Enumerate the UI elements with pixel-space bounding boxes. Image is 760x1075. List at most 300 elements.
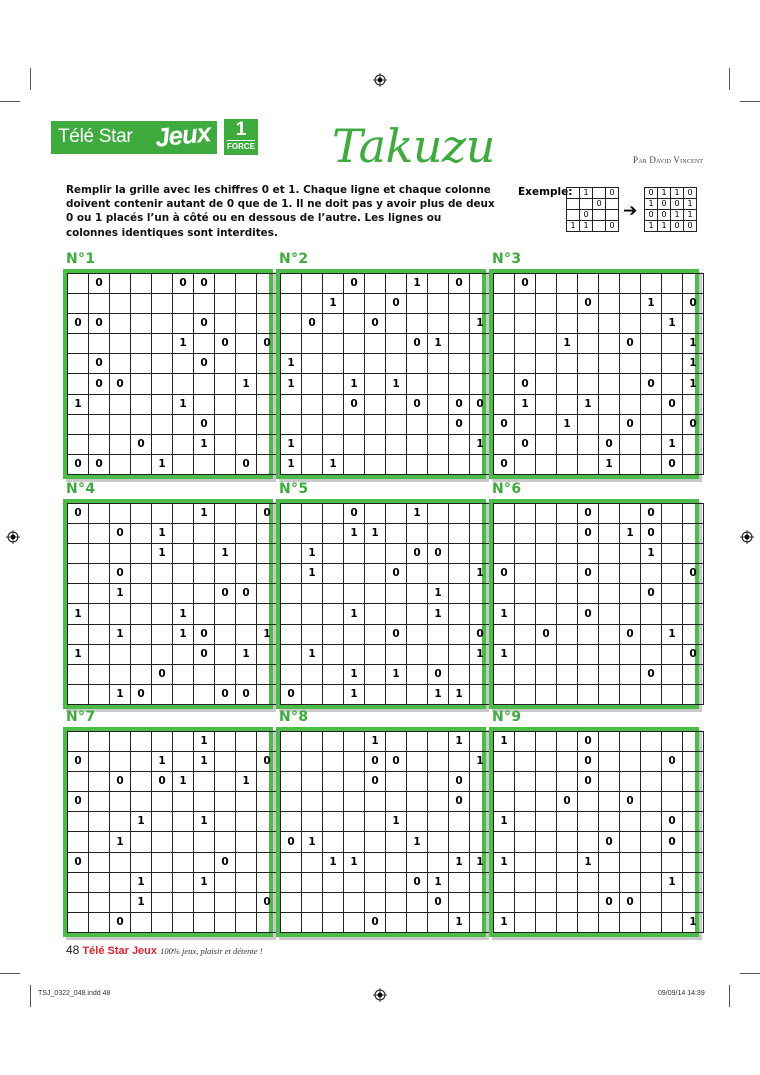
grid-cell[interactable]	[131, 912, 152, 932]
grid-cell[interactable]	[89, 414, 110, 434]
grid-cell[interactable]	[515, 912, 536, 932]
grid-cell[interactable]	[131, 664, 152, 684]
grid-cell[interactable]	[323, 354, 344, 374]
grid-cell[interactable]	[302, 524, 323, 544]
grid-cell[interactable]	[662, 274, 683, 294]
grid-cell[interactable]	[407, 912, 428, 932]
grid-cell[interactable]	[620, 294, 641, 314]
grid-cell[interactable]	[281, 772, 302, 792]
grid-cell[interactable]: 1	[215, 544, 236, 564]
grid-cell[interactable]: 1	[557, 414, 578, 434]
grid-cell[interactable]	[302, 664, 323, 684]
grid-cell[interactable]	[302, 504, 323, 524]
grid-cell[interactable]	[89, 664, 110, 684]
grid-cell[interactable]	[620, 544, 641, 564]
grid-cell[interactable]: 0	[257, 504, 278, 524]
grid-cell[interactable]	[323, 892, 344, 912]
grid-cell[interactable]	[194, 684, 215, 704]
grid-cell[interactable]	[131, 334, 152, 354]
grid-cell[interactable]	[449, 832, 470, 852]
grid-cell[interactable]	[152, 504, 173, 524]
grid-cell[interactable]: 0	[428, 544, 449, 564]
grid-cell[interactable]: 1	[470, 852, 491, 872]
grid-cell[interactable]	[407, 892, 428, 912]
grid-cell[interactable]	[683, 752, 704, 772]
grid-cell[interactable]	[236, 434, 257, 454]
grid-cell[interactable]	[152, 892, 173, 912]
grid-cell[interactable]	[344, 314, 365, 334]
grid-cell[interactable]: 1	[683, 374, 704, 394]
grid-cell[interactable]	[428, 314, 449, 334]
grid-cell[interactable]	[386, 732, 407, 752]
grid-cell[interactable]	[236, 792, 257, 812]
grid-cell[interactable]: 0	[89, 314, 110, 334]
grid-cell[interactable]	[494, 434, 515, 454]
grid-cell[interactable]	[407, 434, 428, 454]
grid-cell[interactable]	[662, 912, 683, 932]
grid-cell[interactable]	[68, 664, 89, 684]
grid-cell[interactable]: 0	[215, 334, 236, 354]
grid-cell[interactable]	[257, 772, 278, 792]
grid-cell[interactable]: 0	[365, 772, 386, 792]
grid-cell[interactable]	[173, 374, 194, 394]
grid-cell[interactable]: 1	[110, 684, 131, 704]
grid-cell[interactable]	[578, 624, 599, 644]
grid-cell[interactable]	[407, 624, 428, 644]
grid-cell[interactable]	[194, 454, 215, 474]
grid-cell[interactable]	[683, 892, 704, 912]
grid-cell[interactable]	[641, 334, 662, 354]
grid-cell[interactable]	[68, 544, 89, 564]
grid-cell[interactable]	[365, 434, 386, 454]
grid-cell[interactable]	[131, 394, 152, 414]
grid-cell[interactable]	[662, 604, 683, 624]
grid-cell[interactable]	[536, 544, 557, 564]
grid-cell[interactable]: 0	[470, 624, 491, 644]
grid-cell[interactable]: 0	[281, 832, 302, 852]
grid-cell[interactable]	[449, 454, 470, 474]
grid-cell[interactable]	[578, 684, 599, 704]
grid-cell[interactable]: 0	[194, 274, 215, 294]
grid-cell[interactable]: 0	[89, 274, 110, 294]
grid-cell[interactable]	[662, 374, 683, 394]
grid-cell[interactable]	[344, 772, 365, 792]
grid-cell[interactable]	[173, 812, 194, 832]
grid-cell[interactable]: 0	[578, 564, 599, 584]
grid-cell[interactable]: 1	[449, 684, 470, 704]
grid-cell[interactable]	[152, 872, 173, 892]
grid-cell[interactable]	[68, 434, 89, 454]
grid-cell[interactable]	[620, 872, 641, 892]
grid-cell[interactable]	[323, 524, 344, 544]
grid-cell[interactable]	[470, 832, 491, 852]
grid-cell[interactable]	[89, 644, 110, 664]
grid-cell[interactable]: 1	[470, 752, 491, 772]
grid-cell[interactable]	[641, 394, 662, 414]
grid-cell[interactable]	[386, 354, 407, 374]
grid-cell[interactable]	[428, 752, 449, 772]
grid-cell[interactable]	[344, 644, 365, 664]
grid-cell[interactable]	[683, 394, 704, 414]
grid-cell[interactable]: 0	[578, 732, 599, 752]
grid-cell[interactable]	[557, 274, 578, 294]
grid-cell[interactable]: 1	[110, 624, 131, 644]
grid-cell[interactable]	[578, 274, 599, 294]
grid-cell[interactable]	[449, 314, 470, 334]
grid-cell[interactable]	[281, 812, 302, 832]
grid-cell[interactable]	[344, 294, 365, 314]
grid-cell[interactable]	[302, 604, 323, 624]
grid-cell[interactable]	[641, 752, 662, 772]
grid-cell[interactable]	[152, 434, 173, 454]
grid-cell[interactable]: 1	[641, 294, 662, 314]
grid-cell[interactable]	[515, 564, 536, 584]
grid-cell[interactable]: 1	[449, 732, 470, 752]
grid-cell[interactable]	[662, 504, 683, 524]
grid-cell[interactable]	[302, 434, 323, 454]
grid-cell[interactable]: 0	[578, 752, 599, 772]
grid-cell[interactable]: 0	[683, 414, 704, 434]
grid-cell[interactable]	[194, 604, 215, 624]
grid-cell[interactable]	[302, 732, 323, 752]
grid-cell[interactable]	[236, 752, 257, 772]
grid-cell[interactable]	[557, 892, 578, 912]
grid-cell[interactable]	[323, 772, 344, 792]
grid-cell[interactable]	[470, 334, 491, 354]
grid-cell[interactable]	[302, 872, 323, 892]
grid-cell[interactable]: 0	[68, 852, 89, 872]
grid-cell[interactable]: 0	[152, 772, 173, 792]
grid-cell[interactable]	[620, 832, 641, 852]
grid-cell[interactable]	[620, 772, 641, 792]
grid-cell[interactable]	[365, 354, 386, 374]
grid-cell[interactable]: 0	[578, 772, 599, 792]
grid-cell[interactable]	[68, 334, 89, 354]
grid-cell[interactable]	[344, 454, 365, 474]
grid-cell[interactable]	[449, 584, 470, 604]
grid-cell[interactable]	[194, 394, 215, 414]
grid-cell[interactable]	[215, 354, 236, 374]
grid-cell[interactable]	[215, 772, 236, 792]
grid-cell[interactable]	[641, 772, 662, 792]
grid-cell[interactable]	[323, 752, 344, 772]
grid-cell[interactable]: 1	[194, 812, 215, 832]
grid-cell[interactable]	[194, 524, 215, 544]
grid-cell[interactable]: 0	[449, 792, 470, 812]
grid-cell[interactable]	[323, 584, 344, 604]
grid-cell[interactable]	[515, 524, 536, 544]
grid-cell[interactable]	[599, 294, 620, 314]
grid-cell[interactable]	[215, 912, 236, 932]
grid-cell[interactable]	[599, 604, 620, 624]
grid-cell[interactable]	[683, 524, 704, 544]
grid-cell[interactable]	[131, 604, 152, 624]
grid-cell[interactable]	[620, 732, 641, 752]
grid-cell[interactable]	[110, 334, 131, 354]
grid-cell[interactable]	[536, 892, 557, 912]
grid-cell[interactable]: 0	[578, 294, 599, 314]
grid-cell[interactable]	[578, 374, 599, 394]
grid-cell[interactable]: 0	[215, 584, 236, 604]
grid-cell[interactable]	[386, 832, 407, 852]
grid-cell[interactable]	[536, 294, 557, 314]
grid-cell[interactable]	[173, 832, 194, 852]
grid-cell[interactable]	[494, 792, 515, 812]
grid-cell[interactable]	[365, 644, 386, 664]
grid-cell[interactable]	[557, 752, 578, 772]
grid-cell[interactable]	[557, 544, 578, 564]
grid-cell[interactable]	[620, 644, 641, 664]
grid-cell[interactable]	[557, 684, 578, 704]
grid-cell[interactable]: 0	[407, 872, 428, 892]
grid-cell[interactable]	[281, 314, 302, 334]
grid-cell[interactable]: 1	[281, 374, 302, 394]
grid-cell[interactable]	[494, 584, 515, 604]
grid-cell[interactable]	[302, 624, 323, 644]
grid-cell[interactable]	[620, 604, 641, 624]
grid-cell[interactable]	[662, 892, 683, 912]
grid-cell[interactable]	[515, 354, 536, 374]
grid-cell[interactable]	[386, 434, 407, 454]
grid-cell[interactable]: 0	[599, 832, 620, 852]
grid-cell[interactable]: 1	[494, 812, 515, 832]
grid-cell[interactable]	[215, 872, 236, 892]
grid-cell[interactable]	[110, 354, 131, 374]
grid-cell[interactable]	[557, 772, 578, 792]
grid-cell[interactable]	[173, 792, 194, 812]
grid-cell[interactable]	[578, 584, 599, 604]
grid-cell[interactable]	[131, 274, 152, 294]
grid-cell[interactable]	[428, 374, 449, 394]
grid-cell[interactable]	[344, 624, 365, 644]
grid-cell[interactable]	[515, 852, 536, 872]
grid-cell[interactable]	[257, 684, 278, 704]
grid-cell[interactable]	[89, 832, 110, 852]
grid-cell[interactable]: 0	[641, 664, 662, 684]
grid-cell[interactable]	[257, 374, 278, 394]
grid-cell[interactable]	[194, 852, 215, 872]
grid-cell[interactable]	[557, 454, 578, 474]
grid-cell[interactable]	[173, 544, 194, 564]
grid-cell[interactable]: 1	[470, 434, 491, 454]
grid-cell[interactable]	[323, 644, 344, 664]
grid-cell[interactable]	[599, 684, 620, 704]
grid-cell[interactable]	[215, 294, 236, 314]
grid-cell[interactable]	[110, 294, 131, 314]
grid-cell[interactable]	[620, 812, 641, 832]
grid-cell[interactable]: 0	[494, 564, 515, 584]
grid-cell[interactable]	[662, 644, 683, 664]
grid-cell[interactable]	[407, 524, 428, 544]
grid-cell[interactable]	[173, 892, 194, 912]
grid-cell[interactable]	[68, 832, 89, 852]
grid-cell[interactable]	[302, 684, 323, 704]
grid-cell[interactable]	[407, 374, 428, 394]
grid-cell[interactable]	[515, 892, 536, 912]
grid-cell[interactable]	[152, 852, 173, 872]
grid-cell[interactable]: 1	[236, 772, 257, 792]
grid-cell[interactable]	[257, 912, 278, 932]
grid-cell[interactable]: 1	[323, 294, 344, 314]
grid-cell[interactable]	[68, 912, 89, 932]
grid-cell[interactable]	[536, 334, 557, 354]
grid-cell[interactable]	[215, 434, 236, 454]
grid-cell[interactable]	[131, 732, 152, 752]
grid-cell[interactable]	[152, 604, 173, 624]
grid-cell[interactable]	[257, 544, 278, 564]
grid-cell[interactable]: 0	[449, 772, 470, 792]
grid-cell[interactable]	[428, 294, 449, 314]
grid-cell[interactable]: 0	[194, 354, 215, 374]
grid-cell[interactable]	[302, 414, 323, 434]
grid-cell[interactable]	[599, 732, 620, 752]
grid-cell[interactable]: 0	[152, 664, 173, 684]
grid-cell[interactable]	[323, 394, 344, 414]
grid-cell[interactable]	[641, 414, 662, 434]
grid-cell[interactable]	[599, 624, 620, 644]
grid-cell[interactable]	[152, 792, 173, 812]
grid-cell[interactable]	[257, 454, 278, 474]
grid-cell[interactable]	[620, 564, 641, 584]
grid-cell[interactable]: 1	[302, 544, 323, 564]
grid-cell[interactable]: 0	[68, 792, 89, 812]
grid-cell[interactable]	[428, 832, 449, 852]
grid-cell[interactable]	[131, 772, 152, 792]
grid-cell[interactable]	[344, 812, 365, 832]
grid-cell[interactable]	[620, 664, 641, 684]
grid-cell[interactable]	[173, 912, 194, 932]
grid-cell[interactable]	[257, 604, 278, 624]
grid-cell[interactable]	[257, 664, 278, 684]
grid-cell[interactable]	[449, 354, 470, 374]
grid-cell[interactable]	[173, 314, 194, 334]
grid-cell[interactable]: 0	[620, 334, 641, 354]
grid-cell[interactable]	[641, 274, 662, 294]
grid-cell[interactable]	[578, 434, 599, 454]
grid-cell[interactable]	[257, 832, 278, 852]
grid-cell[interactable]	[386, 544, 407, 564]
grid-cell[interactable]: 1	[428, 684, 449, 704]
grid-cell[interactable]: 1	[152, 752, 173, 772]
grid-cell[interactable]: 1	[641, 544, 662, 564]
grid-cell[interactable]	[323, 664, 344, 684]
grid-cell[interactable]	[470, 414, 491, 434]
grid-cell[interactable]: 0	[386, 624, 407, 644]
grid-cell[interactable]	[386, 504, 407, 524]
grid-cell[interactable]	[89, 812, 110, 832]
grid-cell[interactable]: 0	[131, 684, 152, 704]
grid-cell[interactable]: 1	[662, 872, 683, 892]
grid-cell[interactable]	[131, 374, 152, 394]
grid-cell[interactable]	[536, 524, 557, 544]
grid-cell[interactable]	[599, 664, 620, 684]
grid-cell[interactable]	[407, 644, 428, 664]
grid-cell[interactable]	[131, 792, 152, 812]
grid-cell[interactable]: 0	[194, 624, 215, 644]
grid-cell[interactable]	[620, 584, 641, 604]
grid-cell[interactable]: 0	[215, 684, 236, 704]
grid-cell[interactable]: 0	[68, 314, 89, 334]
grid-cell[interactable]	[557, 624, 578, 644]
grid-cell[interactable]	[302, 792, 323, 812]
grid-cell[interactable]	[344, 752, 365, 772]
grid-cell[interactable]	[215, 374, 236, 394]
grid-cell[interactable]	[365, 892, 386, 912]
grid-cell[interactable]	[386, 524, 407, 544]
grid-cell[interactable]	[173, 852, 194, 872]
grid-cell[interactable]	[89, 504, 110, 524]
grid-cell[interactable]: 1	[386, 664, 407, 684]
grid-cell[interactable]	[323, 564, 344, 584]
grid-cell[interactable]	[323, 684, 344, 704]
grid-cell[interactable]	[641, 852, 662, 872]
grid-cell[interactable]	[215, 414, 236, 434]
grid-cell[interactable]	[323, 912, 344, 932]
grid-cell[interactable]	[194, 374, 215, 394]
grid-cell[interactable]	[599, 544, 620, 564]
grid-cell[interactable]	[194, 664, 215, 684]
grid-cell[interactable]: 0	[257, 892, 278, 912]
grid-cell[interactable]	[515, 832, 536, 852]
grid-cell[interactable]	[515, 504, 536, 524]
grid-cell[interactable]	[536, 832, 557, 852]
grid-cell[interactable]	[683, 872, 704, 892]
grid-cell[interactable]	[257, 524, 278, 544]
grid-cell[interactable]: 1	[494, 852, 515, 872]
grid-cell[interactable]	[470, 454, 491, 474]
grid-cell[interactable]	[386, 872, 407, 892]
grid-cell[interactable]: 1	[344, 604, 365, 624]
grid-cell[interactable]	[257, 314, 278, 334]
grid-cell[interactable]: 0	[236, 584, 257, 604]
grid-cell[interactable]	[152, 414, 173, 434]
grid-cell[interactable]	[599, 334, 620, 354]
grid-cell[interactable]: 0	[683, 294, 704, 314]
grid-cell[interactable]	[428, 394, 449, 414]
grid-cell[interactable]	[89, 334, 110, 354]
grid-cell[interactable]	[281, 504, 302, 524]
grid-cell[interactable]: 0	[236, 454, 257, 474]
grid-cell[interactable]: 1	[68, 394, 89, 414]
grid-cell[interactable]: 1	[173, 604, 194, 624]
grid-cell[interactable]	[620, 314, 641, 334]
grid-cell[interactable]	[89, 624, 110, 644]
grid-cell[interactable]	[641, 314, 662, 334]
grid-cell[interactable]	[470, 872, 491, 892]
grid-cell[interactable]	[470, 294, 491, 314]
grid-cell[interactable]: 1	[428, 334, 449, 354]
grid-cell[interactable]	[515, 624, 536, 644]
grid-cell[interactable]	[344, 334, 365, 354]
grid-cell[interactable]: 1	[578, 852, 599, 872]
grid-cell[interactable]	[110, 604, 131, 624]
grid-cell[interactable]	[365, 832, 386, 852]
grid-cell[interactable]	[536, 684, 557, 704]
grid-cell[interactable]	[449, 374, 470, 394]
grid-cell[interactable]	[386, 274, 407, 294]
grid-cell[interactable]	[236, 732, 257, 752]
grid-cell[interactable]	[89, 394, 110, 414]
grid-cell[interactable]	[428, 274, 449, 294]
grid-cell[interactable]: 1	[386, 812, 407, 832]
grid-cell[interactable]	[620, 354, 641, 374]
grid-cell[interactable]	[236, 812, 257, 832]
grid-cell[interactable]	[494, 772, 515, 792]
grid-cell[interactable]	[68, 872, 89, 892]
grid-cell[interactable]	[407, 732, 428, 752]
grid-cell[interactable]	[323, 334, 344, 354]
grid-cell[interactable]	[428, 564, 449, 584]
